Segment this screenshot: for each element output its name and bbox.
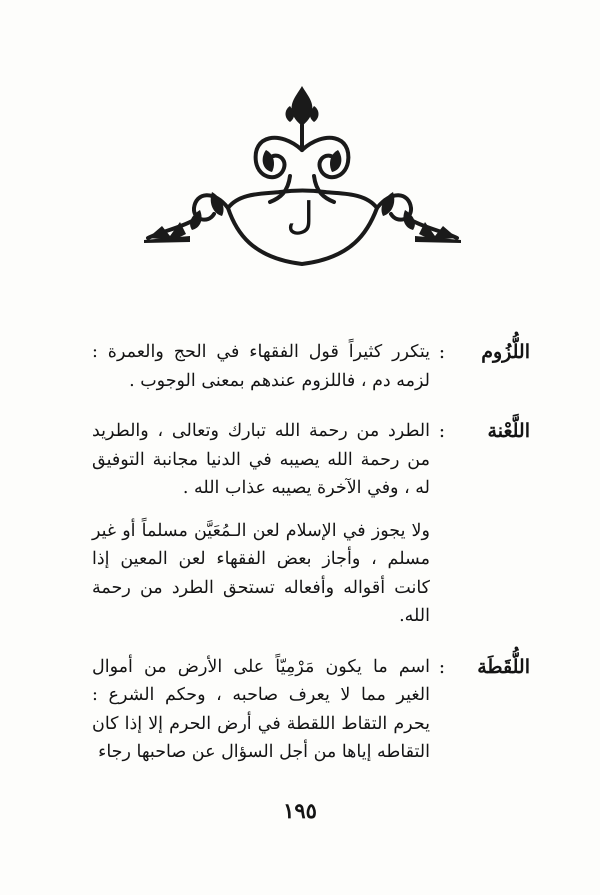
glossary-entries bbox=[92, 338, 530, 789]
page-number: ١٩٥ bbox=[283, 798, 317, 823]
entry-separator: : bbox=[438, 420, 446, 442]
entry-term: اللُّزُوم bbox=[481, 341, 530, 363]
entry-definition bbox=[92, 653, 430, 767]
entry-term: اللَّعْنة bbox=[487, 420, 530, 442]
glossary-entry bbox=[92, 338, 530, 395]
chapter-header-ornament bbox=[130, 80, 475, 280]
glossary-entry bbox=[92, 417, 530, 631]
definition-paragraph: اسم ما يكون مَرْمِيّاً على الأرض من أموال الغير مما لا يعرف صاحبه ، وحكم الشرع : يحرم التقاط اللقطة في أرض الحرم إلا إذا كان التقاطه إياها من أجل السؤال عن صاحبها رجاء bbox=[92, 656, 430, 762]
definition-paragraph: الطرد من رحمة الله تبارك وتعالى ، والطريد من رحمة الله يصيبه في الدنيا مجانبة التوفيق له ، وفي الآخرة يصيبه عذاب الله . bbox=[92, 421, 430, 498]
entry-term: اللُّقَطَة bbox=[477, 655, 530, 678]
entry-definition bbox=[92, 338, 430, 395]
entry-separator: : bbox=[438, 341, 446, 363]
entry-separator: : bbox=[438, 655, 446, 678]
definition-paragraph: ولا يجوز في الإسلام لعن الـمُعَيَّن مسلماً أو غير مسلم ، وأجاز بعض الفقهاء لعن المعين إذا كانت أقواله وأفعاله تستحق الطرد من رحمة الله. bbox=[92, 520, 430, 626]
entry-definition bbox=[92, 417, 430, 631]
definition-paragraph: يتكرر كثيراً قول الفقهاء في الحج والعمرة : لزمه دم ، فاللزوم عندهم بمعنى الوجوب . bbox=[92, 342, 430, 391]
chapter-letter: ل bbox=[286, 194, 314, 238]
glossary-entry bbox=[92, 653, 530, 767]
